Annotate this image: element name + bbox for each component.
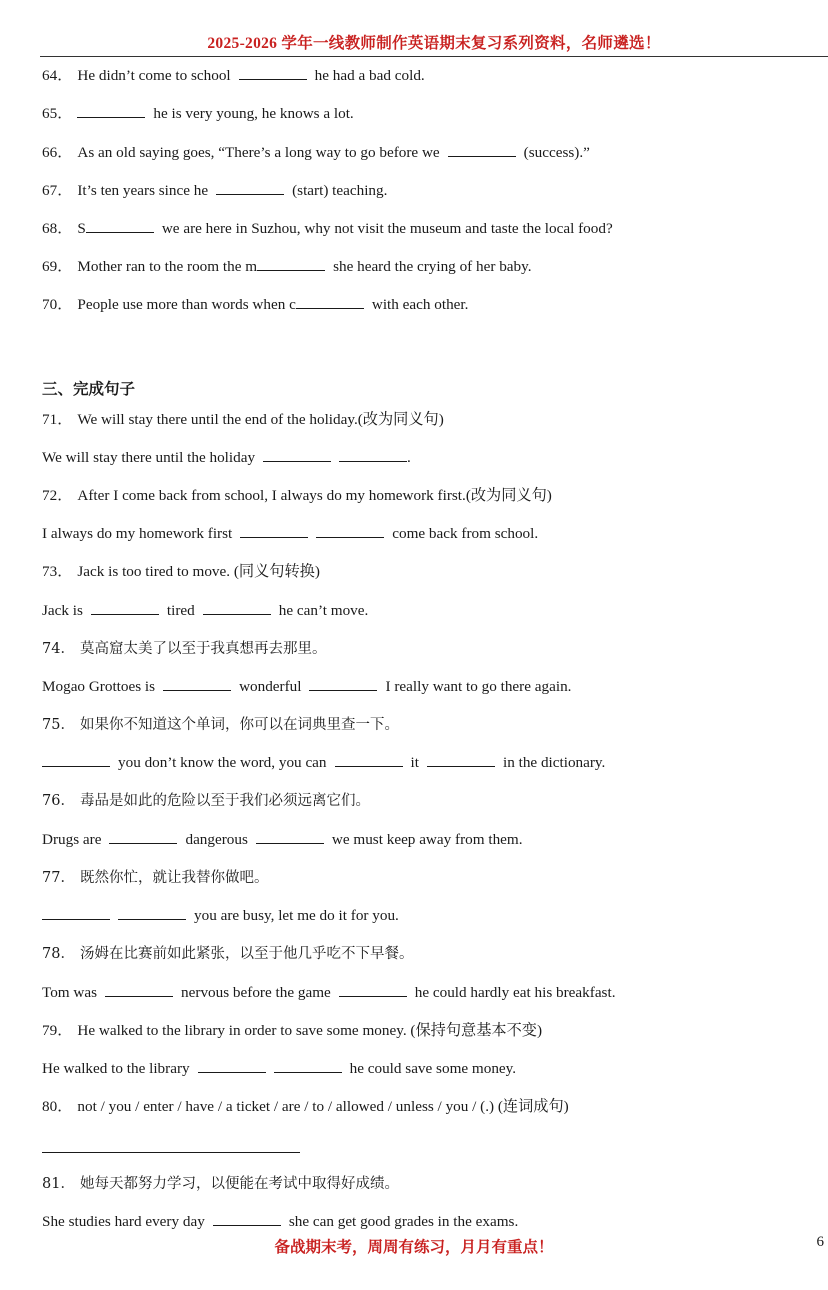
answer-blank[interactable] (257, 257, 325, 271)
question-78-answer: Tom was nervous before the game he could hardly eat his breakfast. (42, 984, 616, 1001)
answer-blank[interactable] (105, 983, 173, 997)
header-title: 2025-2026 学年一线教师制作英语期末复习系列资料，名师遴选！ (207, 35, 661, 52)
question-73-answer: Jack is tired he can’t move. (42, 602, 369, 619)
question-65: 65． he is very young, he knows a lot. (42, 105, 354, 122)
question-76-answer: Drugs are dangerous we must keep away from them. (42, 831, 523, 848)
answer-blank[interactable] (448, 143, 516, 157)
answer-blank[interactable] (239, 66, 307, 80)
question-81-prompt: 81． 她每天都努力学习，以便能在考试中取得好成绩。 (42, 1176, 399, 1192)
answer-blank[interactable] (256, 830, 324, 844)
answer-blank[interactable] (86, 219, 154, 233)
answer-blank[interactable] (91, 601, 159, 615)
question-76-prompt: 76． 毒品是如此的危险以至于我们必须远离它们。 (42, 793, 370, 809)
answer-blank[interactable] (77, 104, 145, 118)
footer-slogan: 备战期末考，周周有练习，月月有重点！ (274, 1239, 554, 1256)
question-80-prompt: 80． not / you / enter / have / a ticket / are / to / allowed / unless / you / (.) (连词成句) (42, 1098, 569, 1115)
answer-blank[interactable] (274, 1059, 342, 1073)
answer-blank[interactable] (263, 448, 331, 462)
question-77-answer: you are busy, let me do it for you. (42, 906, 399, 926)
answer-blank[interactable] (339, 448, 407, 462)
question-73-prompt: 73． Jack is too tired to move. (同义句转换) (42, 563, 320, 580)
answer-blank[interactable] (335, 753, 403, 767)
answer-blank[interactable] (296, 295, 364, 309)
question-79-prompt: 79． He walked to the library in order to save some money. (保持句意基本不变) (42, 1022, 543, 1039)
answer-blank[interactable] (316, 524, 384, 538)
answer-blank[interactable] (198, 1059, 266, 1073)
answer-blank[interactable] (216, 181, 284, 195)
answer-line[interactable] (42, 1152, 300, 1153)
answer-blank[interactable] (42, 753, 110, 767)
question-70: 70． People use more than words when c with each other. (42, 296, 469, 313)
question-74-answer: Mogao Grottoes is wonderful I really want to go there again. (42, 678, 572, 695)
answer-blank[interactable] (309, 677, 377, 691)
question-72-answer: I always do my homework first come back from school. (42, 525, 539, 542)
question-71-answer: We will stay there until the holiday . (42, 449, 411, 466)
question-64: 64． He didn’t come to school he had a bad cold. (42, 67, 425, 84)
question-75-prompt: 75． 如果你不知道这个单词，你可以在词典里查一下。 (42, 717, 399, 733)
section-title: 三、完成句子 (42, 379, 136, 398)
answer-blank[interactable] (240, 524, 308, 538)
page-header (40, 0, 828, 57)
question-66: 66． As an old saying goes, “There’s a long way to go before we (success).” (42, 144, 590, 161)
answer-blank[interactable] (203, 601, 271, 615)
question-79-answer: He walked to the library he could save some money. (42, 1060, 517, 1077)
question-71-prompt: 71． We will stay there until the end of the holiday.(改为同义句) (42, 411, 444, 428)
question-81-answer: She studies hard every day she can get good grades in the exams. (42, 1213, 519, 1230)
answer-blank[interactable] (427, 753, 495, 767)
question-77-prompt: 77． 既然你忙，就让我替你做吧。 (42, 870, 269, 886)
question-67: 67． It’s ten years since he (start) teaching. (42, 182, 388, 199)
question-75-answer: you don’t know the word, you can it in the dictionary. (42, 753, 605, 773)
answer-blank[interactable] (42, 906, 110, 920)
page-number: 6 (816, 1234, 824, 1250)
question-78-prompt: 78． 汤姆在比赛前如此紧张，以至于他几乎吃不下早餐。 (42, 946, 414, 962)
answer-blank[interactable] (213, 1212, 281, 1226)
question-74-prompt: 74． 莫高窟太美了以至于我真想再去那里。 (42, 641, 327, 657)
answer-blank[interactable] (339, 983, 407, 997)
answer-blank[interactable] (163, 677, 231, 691)
answer-blank[interactable] (109, 830, 177, 844)
answer-blank[interactable] (118, 906, 186, 920)
question-68: 68． S we are here in Suzhou, why not visit the museum and taste the local food? (42, 220, 613, 237)
question-69: 69． Mother ran to the room the m she heard the crying of her baby. (42, 258, 532, 275)
question-72-prompt: 72． After I come back from school, I always do my homework first.(改为同义句) (42, 487, 552, 504)
